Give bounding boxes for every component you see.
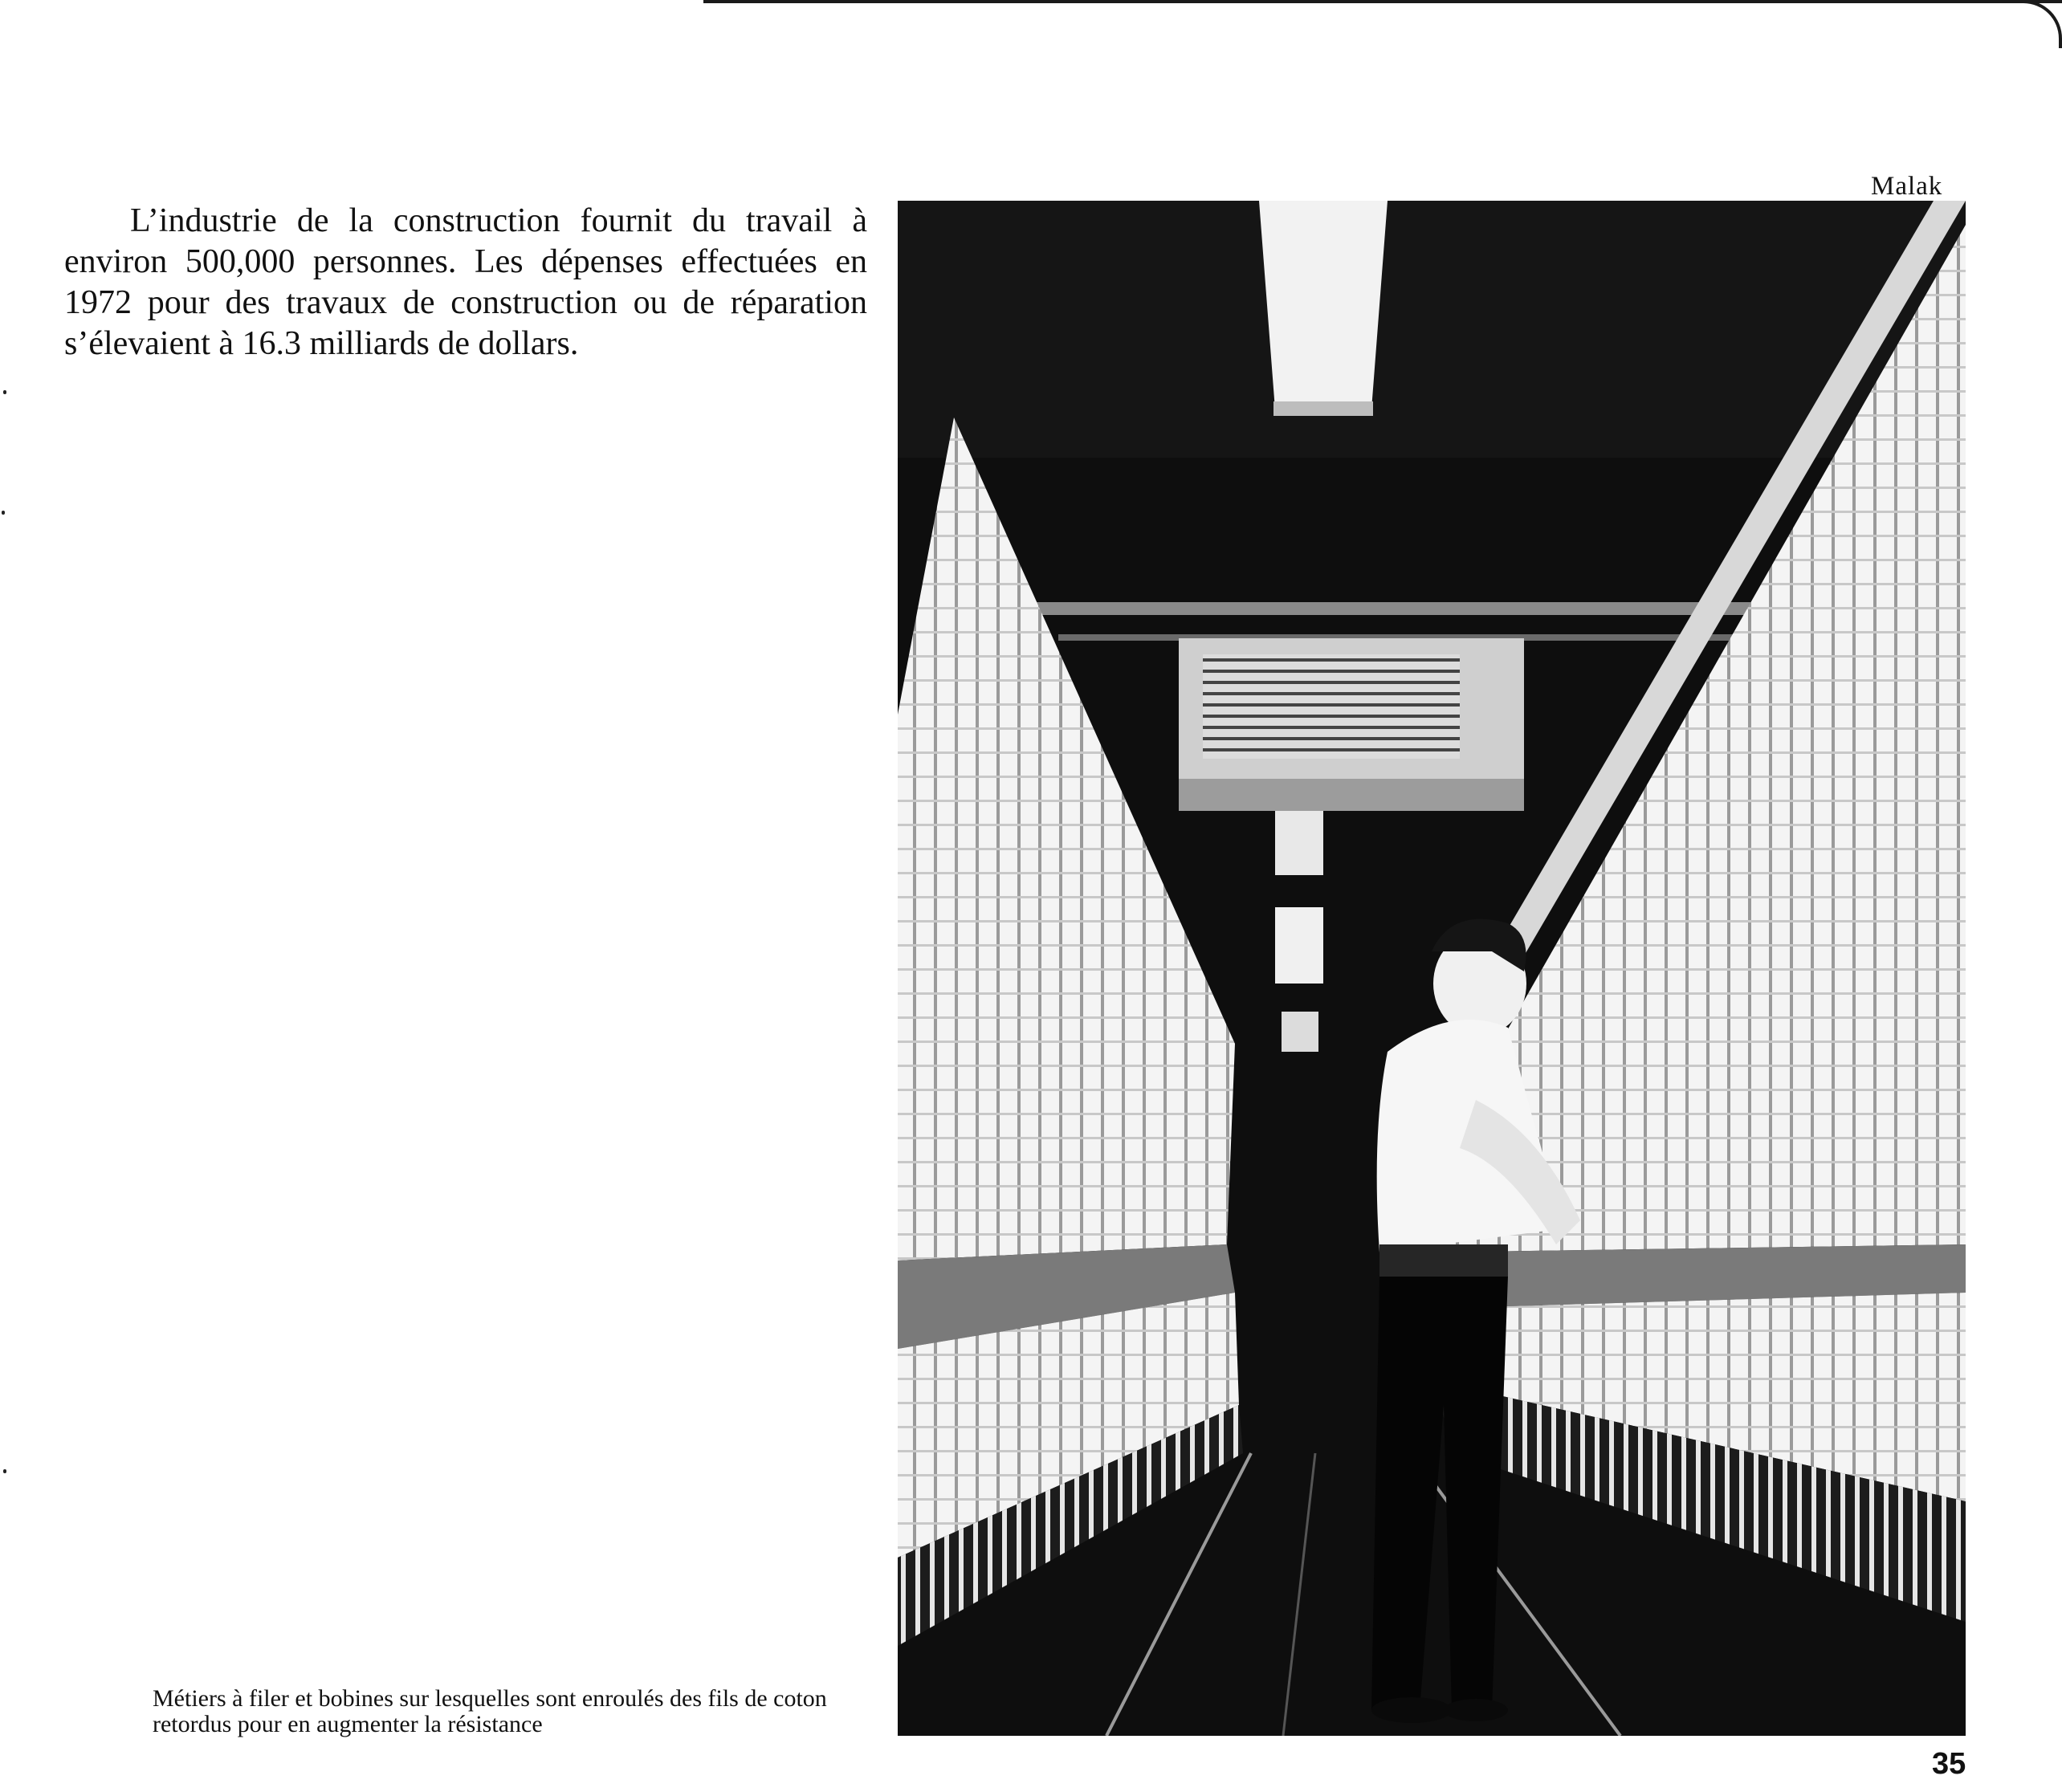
scan-speck <box>3 1469 6 1473</box>
photo-illustration <box>898 201 1966 1736</box>
body-paragraph: L’industrie de la construction fournit du travail à environ 500,000 personnes. Les dépenses effectuées en 1972 pour des travaux de construction ou de réparation s’élevaient à 16.3 milliards de dollars. <box>64 202 867 362</box>
page-number: 35 <box>1932 1747 1966 1781</box>
scan-speck <box>2 511 5 515</box>
spinning-mill-photo <box>898 201 1966 1736</box>
photo-credit: Malak <box>1871 172 1943 201</box>
scan-speck <box>3 390 6 394</box>
corner-curve <box>2014 0 2062 48</box>
photo-caption: Métiers à filer et bobines sur lesquelles sont enroulés des fils de coton retordus pour en augmenter la résistance <box>153 1685 827 1737</box>
top-rule <box>703 0 2062 3</box>
